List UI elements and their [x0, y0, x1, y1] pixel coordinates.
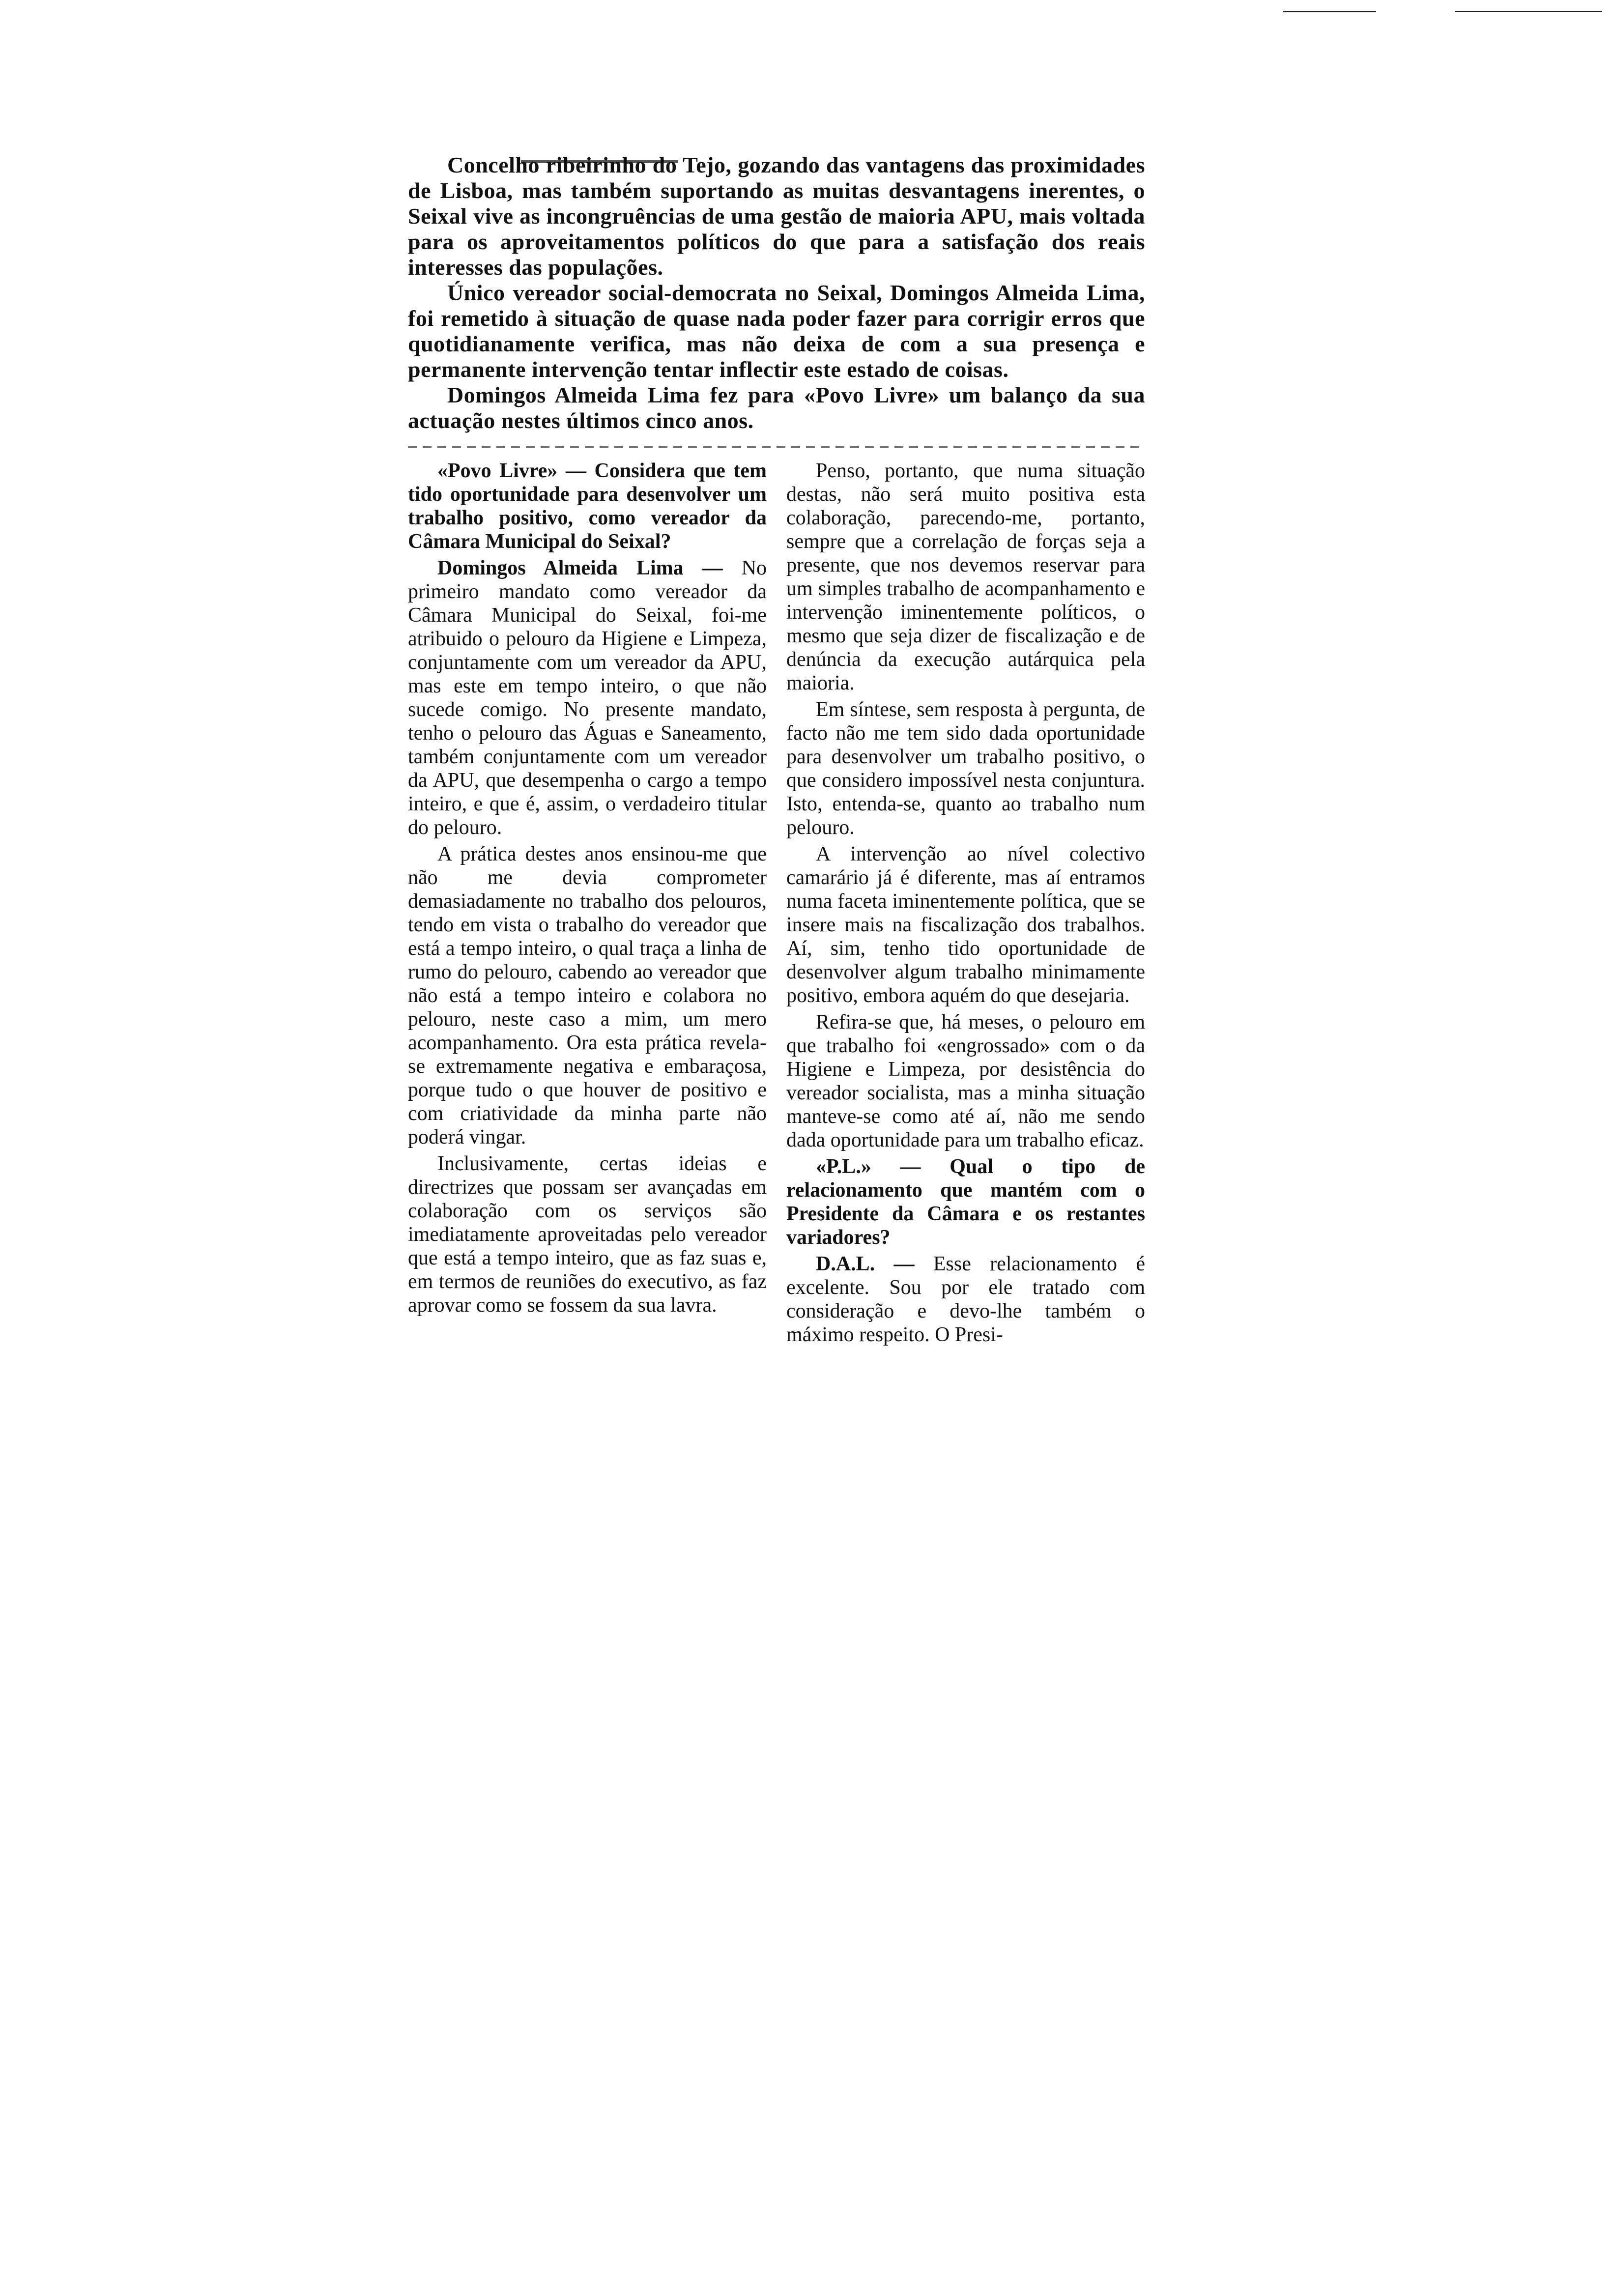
answer-text: Esse relacionamento é excelente. Sou por ele tratado com consideração e devo-lhe também o máximo respeito. O Presi- — [786, 1253, 1145, 1346]
scan-edge-mark — [1283, 11, 1376, 12]
question-text: Considera que tem tido oportunidade para desenvolver um trabalho positivo, como vereador da Câmara Municipal do Seixal? — [408, 459, 767, 553]
paragraph — [408, 556, 767, 839]
paragraph — [408, 459, 767, 553]
article-body — [408, 459, 1145, 1349]
lead-paragraph: Domingos Almeida Lima fez para «Povo Livre» um balanço da sua actuação nestes últimos cinco anos. — [408, 382, 1145, 433]
right-column — [786, 459, 1145, 1349]
speaker-label: Domingos Almeida Lima — — [437, 557, 723, 579]
paragraph: Penso, portanto, que numa situação destas, não será muito positiva esta colaboração, parecendo-me, portanto, sempre que a correlação de forças seja a presente, que nos devemos reservar para um simples trabalho de acompanhamento e intervenção iminentemente políticos, o mesmo que seja dizer de fiscalização e de denúncia da execução autárquica pela maioria. — [786, 459, 1145, 694]
lead-paragraph: Único vereador social-democrata no Seixal, Domingos Almeida Lima, foi remetido à situação de quase nada poder fazer para corrigir erros que quotidianamente verifica, mas não deixa de com a sua presença e permanente intervenção tentar inflectir este estado de coisas. — [408, 280, 1145, 382]
scan-edge-mark — [1455, 11, 1602, 12]
paragraph: A intervenção ao nível colectivo camarário já é diferente, mas aí entramos numa faceta iminentemente política, que se insere mais na fiscalização dos trabalhos. Aí, sim, tenho tido oportunidade de desenvolver algum trabalho minimamente positivo, embora aquém do que desejaria. — [786, 843, 1145, 1007]
section-divider — [408, 446, 1145, 448]
speaker-label: «P.L.» — — [816, 1155, 921, 1178]
lead-paragraph: Concelho ribeirinho do Tejo, gozando das vantagens das proximidades de Lisboa, mas também suportando as muitas desvantagens inerentes, o Seixal vive as incongruências de uma gestão de maioria APU, mais voltada para os aproveitamentos políticos do que para a satisfação dos reais interesses das populações. — [408, 152, 1145, 280]
speaker-label: «Povo Livre» — — [437, 459, 586, 482]
paragraph: Refira-se que, há meses, o pelouro em que trabalho foi «engrossado» com o da Higiene e Limpeza, por desistência do vereador socialista, mas a minha situação manteve-se como até aí, não me sendo dada oportunidade para um trabalho eficaz. — [786, 1011, 1145, 1151]
newspaper-clipping — [408, 152, 1145, 1349]
paragraph — [786, 1155, 1145, 1249]
left-column — [408, 459, 767, 1349]
paragraph: A prática destes anos ensinou-me que não me devia comprometer demasiadamente no trabalho dos pelouros, tendo em vista o trabalho do vereador que está a tempo inteiro, o qual traça a linha de rumo do pelouro, cabendo ao vereador que não está a tempo inteiro e colabora no pelouro, neste caso a mim, um mero acompanhamento. Ora esta prática revela-se extremamente negativa e embaraçosa, porque tudo o que houver de positivo e com criatividade da minha parte não poderá vingar. — [408, 843, 767, 1148]
paragraph: Em síntese, sem resposta à pergunta, de facto não me tem sido dada oportunidade para desenvolver um trabalho positivo, o que considero impossível nesta conjuntura. Isto, entenda-se, quanto ao trabalho num pelouro. — [786, 698, 1145, 839]
article-lead — [408, 152, 1145, 433]
question-text: Qual o tipo de relacionamento que mantém com o Presidente da Câmara e os restantes variadores? — [786, 1155, 1146, 1249]
speaker-label: D.A.L. — — [816, 1253, 915, 1275]
paragraph: Inclusivamente, certas ideias e directrizes que possam ser avançadas em colaboração com os serviços são imediatamente aproveitadas pelo vereador que está a tempo inteiro, que as faz suas e, em termos de reuniões do executivo, as faz aprovar como se fossem da sua lavra. — [408, 1152, 767, 1317]
paragraph — [786, 1252, 1145, 1347]
answer-text: No primeiro mandato como vereador da Câmara Municipal do Seixal, foi-me atribuido o pelouro da Higiene e Limpeza, conjuntamente com um vereador da APU, mas este em tempo inteiro, o que não sucede comigo. No presente mandato, tenho o pelouro das Águas e Saneamento, também conjuntamente com um vereador da APU, que desempenha o cargo a tempo inteiro, e que é, assim, o verdadeiro titular do pelouro. — [408, 557, 767, 839]
